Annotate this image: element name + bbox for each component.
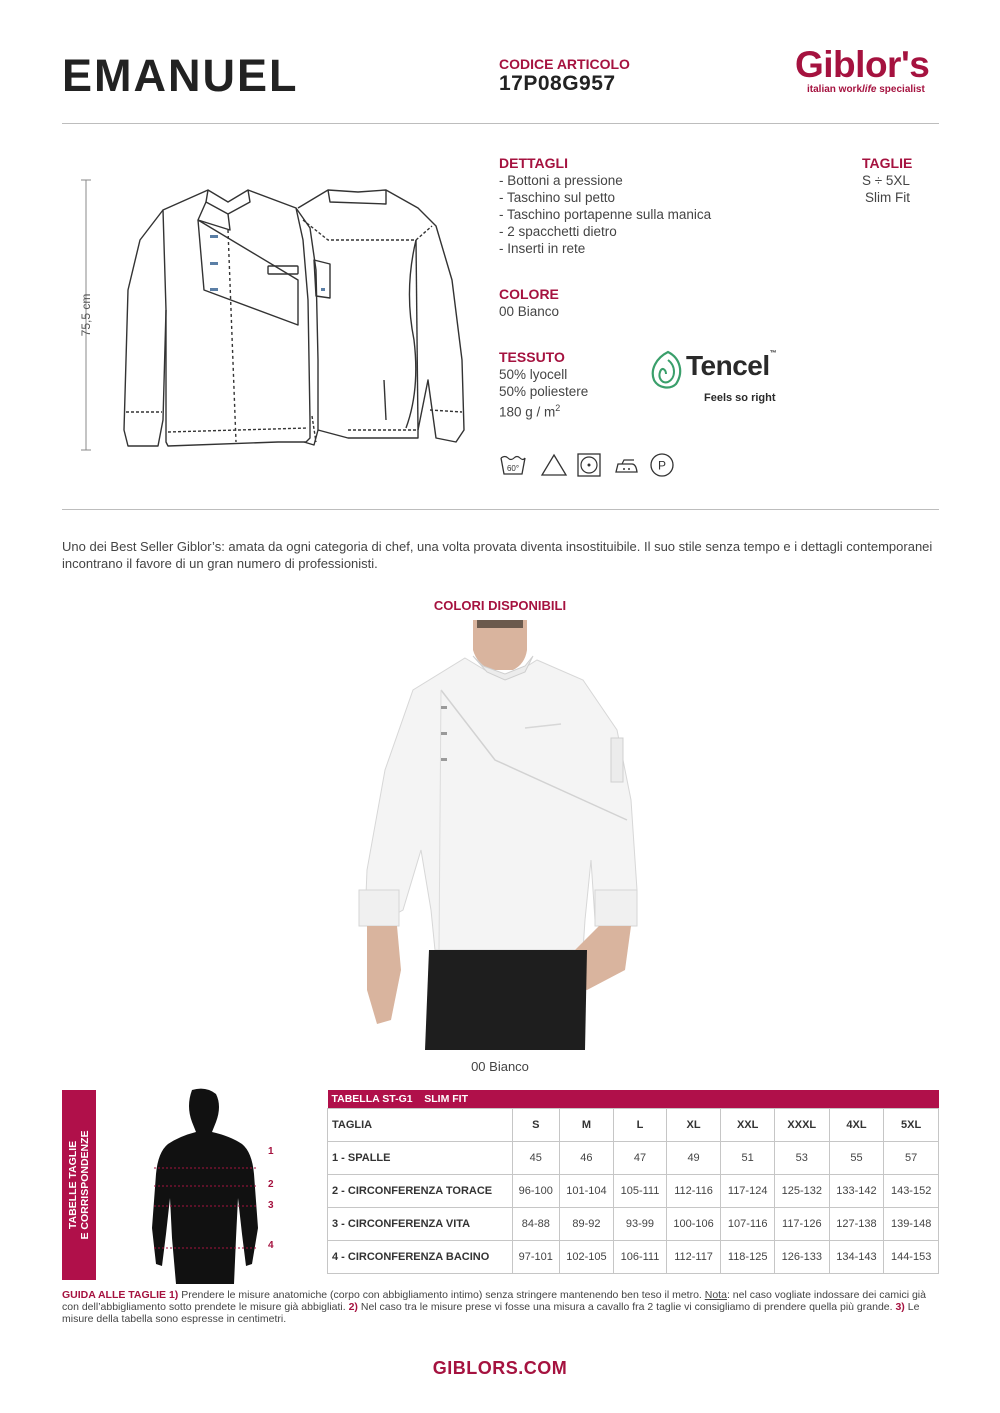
jacket-technical-drawing	[118, 180, 470, 455]
body-measure-number: 4	[268, 1240, 274, 1251]
details-item: - 2 spacchetti dietro	[499, 224, 617, 239]
article-code-label: CODICE ARTICOLO	[499, 56, 630, 72]
brand-tagline: italian worklife specialist	[807, 84, 925, 95]
column-header: TAGLIA	[328, 1109, 513, 1142]
size-table-header: TABELLA ST-G1 SLIM FIT	[328, 1090, 939, 1109]
table-row: 2 - CIRCONFERENZA TORACE 96-100 101-104 105-111 112-116 117-124 125-132 133-142 143-152	[328, 1175, 939, 1208]
tumble-dry-icon	[576, 452, 604, 478]
svg-text:60°: 60°	[506, 464, 520, 473]
column-header: 4XL	[829, 1109, 884, 1142]
table-header-row	[328, 1109, 939, 1142]
article-code-value: 17P08G957	[499, 72, 616, 95]
sizes-range: S ÷ 5XL	[862, 173, 910, 188]
colors-available-title: COLORI DISPONIBILI	[433, 598, 567, 613]
divider	[62, 509, 939, 510]
table-row: 4 - CIRCONFERENZA BACINO 97-101 102-105 106-111 112-117 118-125 126-133 134-143 144-153	[328, 1241, 939, 1274]
model-photo	[355, 620, 645, 1050]
product-title: EMANUEL	[62, 50, 299, 101]
column-header: XXXL	[774, 1109, 829, 1142]
column-header: XXL	[721, 1109, 775, 1142]
details-item: - Bottoni a pressione	[499, 173, 623, 188]
size-table	[327, 1090, 939, 1274]
iron-icon	[612, 452, 640, 478]
details-list	[499, 172, 711, 257]
size-guide-text: GUIDA ALLE TAGLIE 1) Prendere le misure anatomiche (corpo con abbigliamento intimo) senza stringere mantenendo ben teso il metro. Nota: nel caso vogliate indossare dei camici già con dell’abbigliamento sotto prendete le misure già abbigliati. 2) Nel caso tra le misure prese vi fosse una misura a cavallo fra 2 taglie vi consigliamo di prendere quella più grande. 3) Le misure della tabella sono espresse in centimetri.	[62, 1289, 926, 1325]
body-measure-number: 2	[268, 1179, 274, 1190]
details-label: DETTAGLI	[499, 155, 568, 171]
color-caption: 00 Bianco	[471, 1059, 529, 1074]
column-header: 5XL	[884, 1109, 939, 1142]
column-header: L	[614, 1109, 667, 1142]
color-label: COLORE	[499, 286, 559, 302]
tencel-name: Tencel™	[686, 350, 777, 381]
body-silhouette	[150, 1088, 260, 1284]
product-description: Uno dei Best Seller Giblor’s: amata da ogni categoria di chef, una volta provata diventa insostituibile. Il suo stile senza tempo e i dettagli contemporanei incontrano il favore di un gran numero di professionisti.	[62, 539, 933, 571]
tencel-slogan: Feels so right	[704, 392, 776, 404]
tencel-leaf-icon	[650, 350, 686, 390]
brand-logo: Giblor's	[795, 44, 930, 85]
footer-website-link[interactable]: GIBLORS.COM	[432, 1358, 568, 1378]
height-label: 75,5 cm	[79, 293, 93, 337]
dry-clean-icon	[649, 452, 677, 478]
sizes-label: TAGLIE	[862, 155, 913, 171]
size-table-side-tab: TABELLE TAGLIE E CORRISPONDENZE	[62, 1090, 96, 1280]
wash-60-icon	[499, 452, 527, 478]
color-value: 00 Bianco	[499, 304, 560, 319]
svg-text:P: P	[657, 458, 667, 473]
table-row: 3 - CIRCONFERENZA VITA 84-88 89-92 93-99 100-106 107-116 117-126 127-138 139-148	[328, 1208, 939, 1241]
bleach-icon	[540, 452, 568, 478]
body-measure-number: 3	[268, 1200, 274, 1211]
tencel-logo	[650, 348, 790, 410]
table-row: 1 - SPALLE 45 46 47 49 51 53 55 57	[328, 1142, 939, 1175]
column-header: S	[513, 1109, 560, 1142]
column-header: M	[559, 1109, 614, 1142]
fabric-composition: 50% lyocell 50% poliestere 180 g / $m^2$	[499, 367, 589, 420]
body-measure-number: 1	[268, 1146, 274, 1157]
sizes-fit: Slim Fit	[865, 190, 910, 205]
details-item: - Taschino portapenne sulla manica	[499, 207, 712, 222]
details-item: - Taschino sul petto	[499, 190, 616, 205]
divider	[62, 123, 939, 124]
details-item: - Inserti in rete	[499, 241, 586, 256]
column-header: XL	[666, 1109, 721, 1142]
fabric-label: TESSUTO	[499, 349, 565, 365]
